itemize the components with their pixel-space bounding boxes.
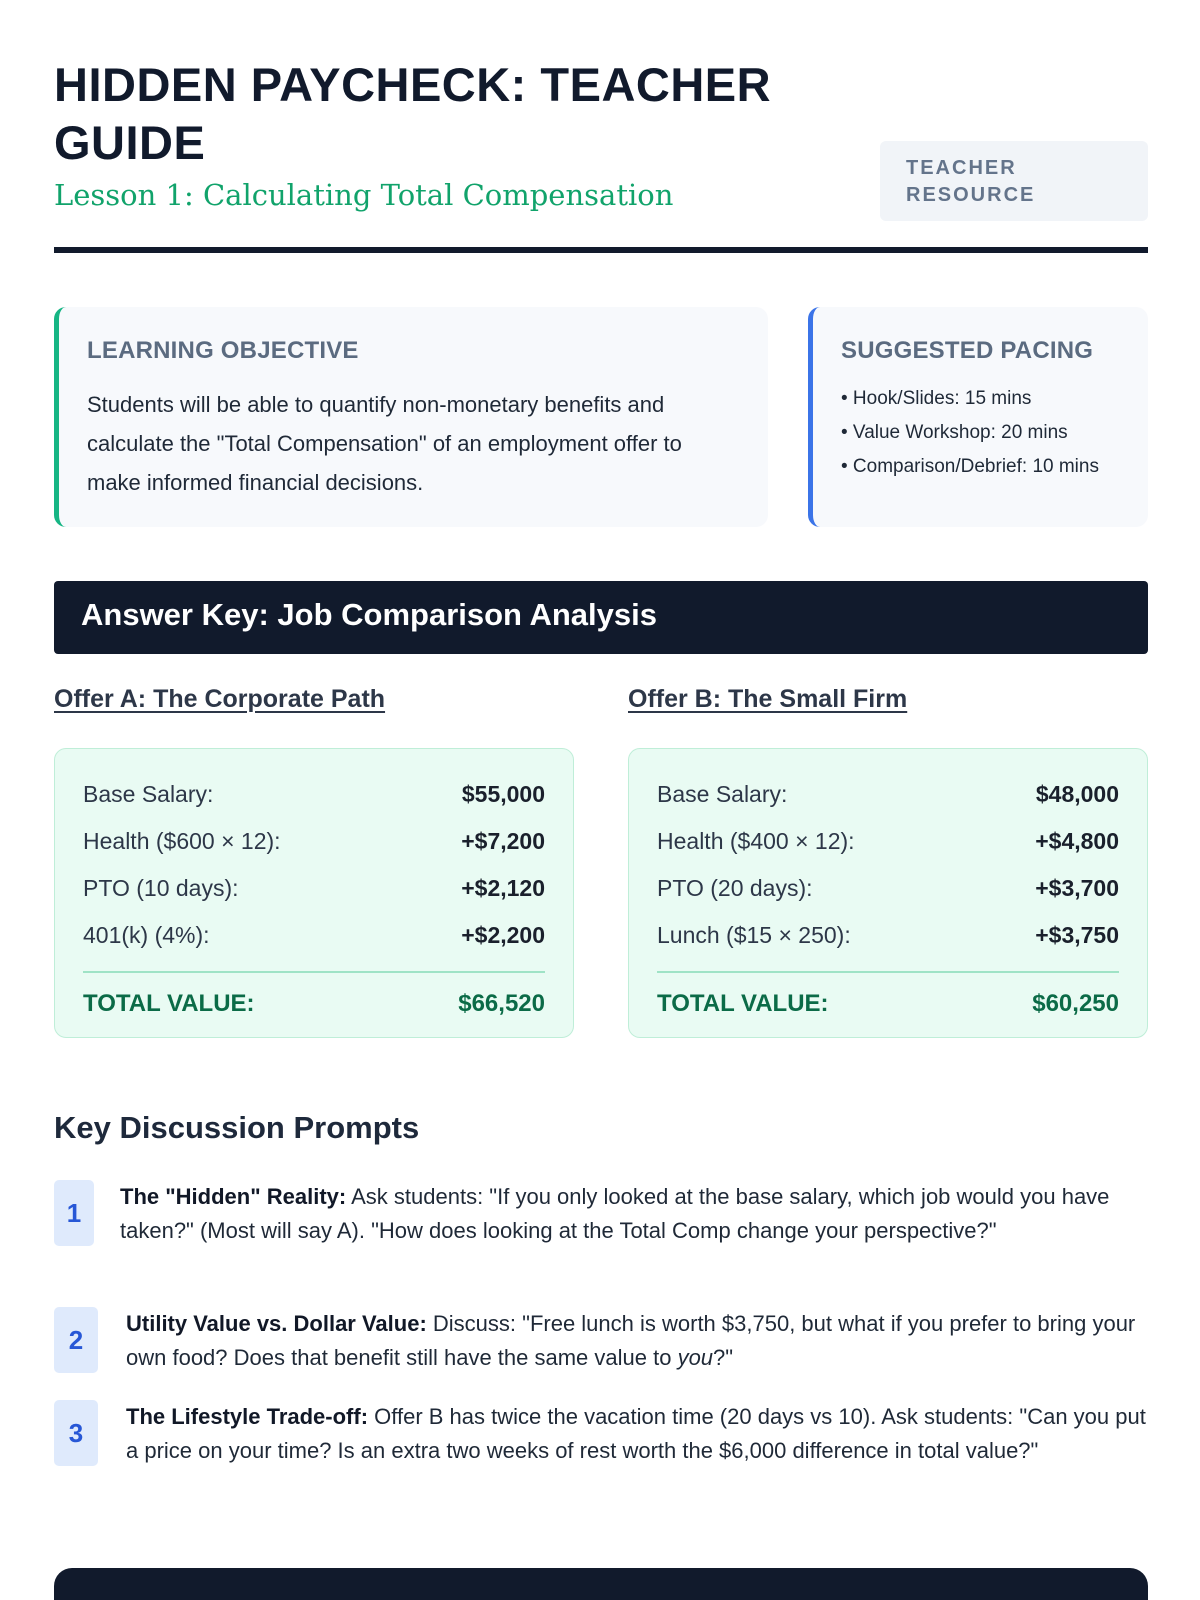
prompt-lead: The Lifestyle Trade-off:	[126, 1404, 369, 1429]
total-row	[657, 979, 1119, 1029]
prompt-lead: Utility Value vs. Dollar Value:	[126, 1311, 427, 1336]
answer-key-banner: Answer Key: Job Comparison Analysis	[54, 581, 1148, 654]
line-item-label: Base Salary:	[83, 781, 214, 807]
prompt-lead: The "Hidden" Reality:	[120, 1184, 347, 1209]
suggested-pacing-heading: SUGGESTED PACING	[841, 337, 1094, 364]
total-value: $66,520	[458, 990, 545, 1017]
line-item	[83, 771, 545, 818]
total-label: TOTAL VALUE:	[657, 990, 829, 1017]
line-item	[83, 912, 545, 959]
prompt-number-badge: 3	[54, 1400, 98, 1466]
learning-objective-card	[54, 307, 768, 527]
total-divider	[657, 971, 1119, 973]
line-item-value: +$2,200	[461, 922, 545, 948]
total-label: TOTAL VALUE:	[83, 990, 255, 1017]
line-item	[657, 818, 1119, 865]
offer-a-title: Offer A: The Corporate Path	[54, 685, 386, 713]
line-item-label: Base Salary:	[657, 781, 788, 807]
line-item	[657, 771, 1119, 818]
suggested-pacing-card	[808, 307, 1148, 527]
line-item-value: +$7,200	[461, 828, 545, 854]
page-title: HIDDEN PAYCHECK: TEACHER GUIDE	[54, 58, 772, 169]
offer-a-breakdown	[54, 748, 574, 1038]
learning-objective-heading: LEARNING OBJECTIVE	[87, 337, 359, 364]
pacing-item: • Hook/Slides: 15 mins	[841, 388, 1032, 409]
total-row	[83, 979, 545, 1029]
discussion-prompt	[54, 1307, 1148, 1375]
footer-bar	[54, 1568, 1148, 1600]
learning-objective-text: Students will be able to quantify non-monetary benefits and calculate the "Total Compensation" of an employment offer to make informed financial decisions.	[87, 392, 682, 495]
discussion-prompt	[54, 1180, 1148, 1248]
prompt-text	[120, 1180, 1148, 1248]
offer-b-breakdown	[628, 748, 1148, 1038]
line-item-label: 401(k) (4%):	[83, 922, 210, 948]
line-item	[657, 912, 1119, 959]
line-item-value: +$3,700	[1035, 875, 1119, 901]
prompt-tail: ?"	[713, 1345, 734, 1370]
prompt-body: Ask students: "If you only looked at the base salary, which job would you have taken?" (Most will say A). "How does looking at the Total Comp change your perspective?"	[120, 1184, 1110, 1243]
line-item-value: +$4,800	[1035, 828, 1119, 854]
header-divider	[54, 247, 1148, 253]
total-divider	[83, 971, 545, 973]
prompt-text	[126, 1400, 1148, 1468]
total-value: $60,250	[1032, 990, 1119, 1017]
badge-line-2: RESOURCE	[906, 184, 1036, 206]
line-item-value: $48,000	[1035, 781, 1119, 807]
line-item	[657, 865, 1119, 912]
pacing-item: • Comparison/Debrief: 10 mins	[841, 456, 1099, 477]
badge-line-1: TEACHER	[906, 157, 1017, 179]
prompt-body: Discuss: "Free lunch is worth $3,750, but what if you prefer to bring your own food? Does that benefit still have the same value to	[126, 1311, 1136, 1370]
prompt-text	[126, 1307, 1148, 1375]
prompt-number-badge: 2	[54, 1307, 98, 1373]
line-item-label: Health ($600 × 12):	[83, 828, 281, 854]
prompt-number-badge: 1	[54, 1180, 94, 1246]
line-item-value: $55,000	[461, 781, 545, 807]
discussion-prompt	[54, 1400, 1148, 1468]
line-item	[83, 818, 545, 865]
line-item-value: +$3,750	[1035, 922, 1119, 948]
line-item	[83, 865, 545, 912]
pacing-item: • Value Workshop: 20 mins	[841, 422, 1068, 443]
offer-b-title: Offer B: The Small Firm	[628, 685, 908, 713]
discussion-heading: Key Discussion Prompts	[54, 1110, 420, 1145]
line-item-label: PTO (20 days):	[657, 875, 813, 901]
page-header	[54, 56, 1148, 212]
line-item-value: +$2,120	[461, 875, 545, 901]
lesson-subtitle: Lesson 1: Calculating Total Compensation	[54, 178, 674, 212]
pacing-list	[841, 385, 1120, 480]
prompt-body: Offer B has twice the vacation time (20 days vs 10). Ask students: "Can you put a price on your time? Is an extra two weeks of rest worth the $6,000 difference in total value?"	[126, 1404, 1146, 1463]
prompt-emphasis: you	[677, 1345, 714, 1370]
line-item-label: Health ($400 × 12):	[657, 828, 855, 854]
line-item-label: PTO (10 days):	[83, 875, 239, 901]
teacher-resource-badge	[880, 141, 1148, 221]
line-item-label: Lunch ($15 × 250):	[657, 922, 851, 948]
